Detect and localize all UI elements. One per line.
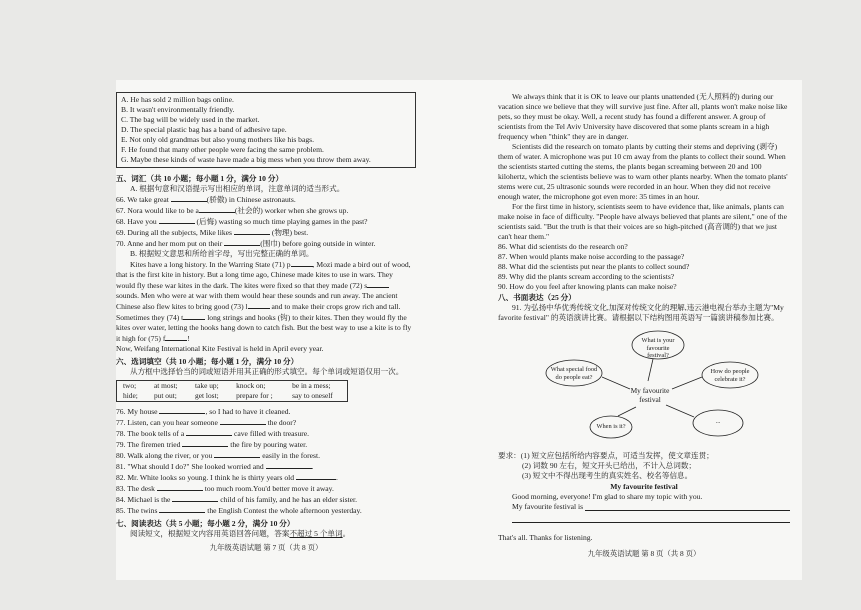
kite-line: sounds. Men who were at war with them would hear these sounds and run away. The ancient — [116, 291, 398, 301]
essay-closing: That's all. Thanks for listening. — [498, 533, 593, 543]
node-bottom-left: When is it? — [596, 423, 626, 431]
question-79: 79. The firemen tried the fire by pouring water. — [116, 439, 308, 449]
essay-writing-line[interactable] — [512, 512, 790, 523]
node-top: What is your favourite festival? — [641, 337, 675, 360]
kite-line: would fly these war kites in the dark. The kites were fixed so that they made (72) s — [116, 280, 416, 291]
question-68: 68. Have you (后悔) wasting so much time playing games in the past? — [116, 217, 368, 227]
vocab-heading: 五、词汇（共 10 小题；每小题 1 分，满分 10 分） — [116, 174, 284, 184]
word-bank — [116, 380, 348, 402]
word-bank-item: say to oneself — [292, 391, 333, 401]
question-66: 66. We take great (骄傲) in Chinese astronauts. — [116, 195, 296, 205]
answer-blank[interactable] — [165, 333, 187, 341]
answer-blank[interactable] — [159, 406, 205, 414]
word-bank-item: be in a mess; — [292, 381, 331, 391]
word-bank-item: two; — [123, 381, 137, 391]
answer-blank[interactable] — [183, 312, 205, 320]
requirement-line: 要求：(1) 短文应包括所给内容要点，可适当发挥，使文章连贯； — [498, 451, 714, 461]
passage-paragraph: For the first time in history, scientists seem to have evidence that, like animals, plants can make noise in face of difficulty. "People have always believed that plants are silent," one of the scientists said. "But the truth is that their voices are so high-pitched (高音调的) that we just can't hear them." — [498, 202, 787, 242]
node-center: My favourite festival — [630, 386, 670, 404]
essay-start: Good morning, everyone! I'm glad to share my topic with you. — [512, 492, 703, 502]
question-80: 80. Walk along the river, or you easily in the forest. — [116, 451, 320, 460]
essay-writing-line[interactable] — [585, 502, 790, 511]
requirements — [498, 451, 790, 481]
node-right: How do people celebrate it? — [710, 368, 750, 383]
option-line: F. He found that many other people were facing the same problem. — [121, 145, 324, 155]
answer-blank[interactable] — [224, 238, 260, 246]
reading-question: 86. What did scientists do the research on? — [498, 242, 628, 252]
option-line: D. The special plastic bag has a band of adhesive tape. — [121, 125, 287, 135]
question-69: 69. During all the subjects, Mike likes (物理) best. — [116, 228, 309, 238]
vocab-part-b: B. 根据短文意思和所给首字母，写出完整正确的单词。 — [130, 249, 314, 259]
kite-line: kites over water, letting the hooks hang down to catch fish. But the best way to use a kite is to fly — [116, 323, 412, 333]
cloze-instructions: 从方框中选择恰当的词或短语并用其正确的形式填空。每个单词或短语仅用一次。 — [130, 367, 404, 377]
essay-first-line: My favourite festival is — [498, 502, 790, 512]
reading-instructions: 阅读短文，根据短文内容用英语回答问题，答案不超过 5 个单词。 — [130, 529, 351, 539]
word-bank-item: prepare for ; — [236, 391, 273, 401]
reading-question: 88. What did the scientists put near the plants to collect sound? — [498, 262, 690, 272]
reading-heading: 七、阅读表达（共 5 小题；每小题 2 分，满分 10 分） — [116, 519, 295, 529]
kite-line: Kites have a long history. In the Warring State (71) p , Mozi made a bird out of wood, — [130, 260, 411, 270]
options-box — [116, 92, 416, 168]
passage-paragraph: Scientists did the research on tomato plants by cutting their stems and depriving (剥夺) them of water. A microphone was put 10 cm away from the plants to collect their sound. When the scientists started cutting the stems, the plants began screaming between 20 and 100 kilohertz, which the scientists believe was to warn other plants nearby. When the tomato plants' stems were cut, 25 ultrasonic sounds were recorded in an hour. When they did not receive enough water, the microphone got even more: 35 times in an hour. — [498, 142, 788, 202]
answer-blank[interactable] — [367, 280, 389, 288]
answer-blank[interactable] — [234, 227, 270, 235]
answer-blank[interactable] — [159, 216, 195, 224]
word-bank-item: at most; — [153, 381, 178, 391]
right-page — [498, 80, 790, 559]
kite-line: Now, Weifang International Kite Festival is held in April every year. — [116, 344, 324, 354]
word-bank-item: hide; — [123, 391, 138, 401]
question-83: 83. The desk too much room.You'd better move it away. — [116, 484, 334, 494]
reading-question: 90. How do you feel after knowing plants can make noise? — [498, 282, 677, 292]
answer-blank[interactable] — [186, 428, 232, 436]
answer-blank[interactable] — [296, 472, 336, 480]
exam-spread — [116, 80, 802, 580]
word-bank-item: put out; — [153, 391, 177, 401]
structure-mindmap — [498, 329, 790, 447]
answer-blank[interactable] — [248, 301, 270, 309]
answer-blank[interactable] — [172, 494, 218, 502]
question-70: 70. Anne and her mom put on their (围巾) before going outside in winter. — [116, 239, 376, 249]
writing-heading: 八、书面表达（25 分） — [498, 293, 576, 303]
writing-prompt: 91. 为弘扬中华优秀传统文化,加深对传统文化的理解,违云港电视台举办主题为"My favorite festival" 的英语演讲比赛。请根据以下结构图用英语写一篇演讲稿参加比赛。 — [498, 303, 784, 323]
option-line: E. Not only old grandmas but also young mothers like his bags. — [121, 135, 314, 145]
kite-line: Chinese also flew kites to bring good (73) l and to make their crops grow rich and tall. — [116, 302, 401, 312]
connector-line — [648, 359, 653, 381]
reading-question: 87. When would plants make noise according to the passage? — [498, 252, 685, 262]
connector-line — [618, 407, 636, 416]
option-line: G. Maybe these kinds of waste have made a big mess when you throw them away. — [121, 155, 371, 165]
node-left: What special food do people eat? — [550, 366, 598, 381]
answer-blank[interactable] — [199, 205, 235, 213]
requirement-line: (2) 词数 90 左右，短文开头已给出，不计入总词数； — [522, 461, 697, 471]
option-line: B. It wasn't environmentally friendly. — [121, 105, 235, 115]
question-84: 84. Michael is the child of his family, and he has an elder sister. — [116, 495, 358, 505]
question-81: 81. "What should I do?" She looked worried and . — [116, 462, 314, 472]
question-82: 82. Mr. White looks so young. I think he is thirty years old . — [116, 473, 338, 483]
option-line: A. He has sold 2 million bags online. — [121, 95, 234, 104]
answer-blank[interactable] — [214, 450, 260, 458]
question-78: 78. The book tells of a cave filled with treasure. — [116, 428, 310, 438]
essay-title: My favourite festival — [610, 482, 678, 492]
kite-line: that is the first kite in history. But a long time ago, Chinese made kites to use in wars. They — [116, 270, 393, 280]
answer-blank[interactable] — [157, 483, 203, 491]
cloze-heading: 六、选词填空（共 10 小题；每小题 1 分，满分 10 分） — [116, 357, 299, 367]
answer-blank[interactable] — [291, 259, 313, 267]
kite-line: it high for (75) f ! — [116, 334, 190, 344]
option-line: C. The bag will be widely used in the market. — [121, 115, 260, 125]
page-footer-right: 九年级英语试题 第 8 页（共 8 页） — [587, 549, 701, 559]
answer-blank[interactable] — [266, 461, 312, 469]
word-bank-item: knock on; — [236, 381, 266, 391]
question-77: 77. Listen, can you hear someone the door? — [116, 417, 297, 427]
question-85: 85. The twins the English Contest the whole afternoon yesterday. — [116, 506, 362, 516]
passage-paragraph: We always think that it is OK to leave our plants unattended (无人照料的) during our vacation since we believe that they will survive just fine. After all, plants won't make noise like pets, so they must be okay. Well, a recent study has found a different answer. A group of scientists from the Tel Aviv University have discovered that some plants scream in a high frequency when "think" they are in danger. — [498, 92, 788, 142]
reading-question: 89. Why did the plants scream according to the scientists? — [498, 272, 675, 282]
answer-blank[interactable] — [171, 194, 207, 202]
vocab-part-a: A. 根据句意和汉语提示写出相应的单词，注意单词的适当形式。 — [130, 184, 345, 194]
requirement-line: (3) 短文中不得出现考生的真实姓名、校名等信息。 — [522, 471, 693, 481]
word-bank-item: take up; — [195, 381, 219, 391]
kite-line: Sometimes they (74) t long strings and hooks (钩) to their kites. Then they would fly the — [116, 313, 407, 323]
question-76: 76. My house , so I had to have it cleaned. — [116, 406, 291, 416]
node-bottom-right: ... — [715, 418, 721, 426]
word-bank-item: get lost; — [195, 391, 219, 401]
connector-line — [666, 405, 694, 417]
answer-blank[interactable] — [182, 439, 228, 447]
answer-blank[interactable] — [220, 417, 266, 425]
answer-blank[interactable] — [159, 505, 205, 513]
left-page — [116, 80, 416, 553]
page-footer-left: 九年级英语试题 第 7 页（共 8 页） — [209, 543, 323, 553]
question-67: 67. Nora would like to be a (社会的) worker when she grows up. — [116, 206, 349, 216]
